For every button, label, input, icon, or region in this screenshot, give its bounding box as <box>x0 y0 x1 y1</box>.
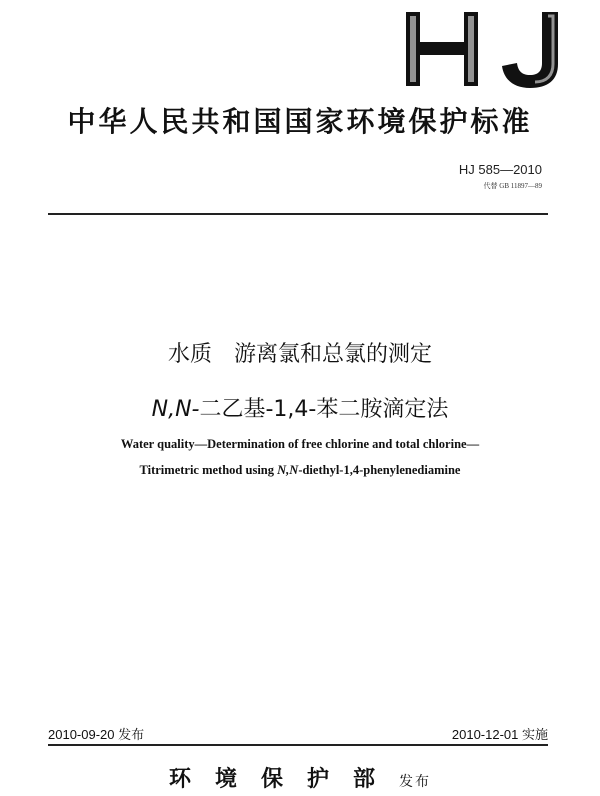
top-divider <box>48 213 548 215</box>
replaces-note: 代替 GB 11897—89 <box>483 182 542 190</box>
title-cn-italic: N,N- <box>151 397 200 422</box>
issuer <box>0 762 600 793</box>
title-cn-line1: 水质 游离氯和总氯的测定 <box>167 342 432 367</box>
series-title: 中华人民共和国国家环境保护标准 <box>67 105 533 138</box>
issuer-name: 环境保护部 <box>168 766 399 792</box>
bottom-divider <box>48 744 548 746</box>
issue-date: 2010-09-20 发布 <box>48 727 145 742</box>
title-cn-line2 <box>0 392 600 423</box>
issuer-suffix: 发布 <box>399 774 431 790</box>
title-en-italic: N,N <box>277 463 299 477</box>
standard-number: HJ 585—2010 <box>458 162 542 177</box>
implementation-date: 2010-12-01 实施 <box>451 727 548 742</box>
hj-logo <box>392 8 592 88</box>
title-en-after: -diethyl-1,4-phenylenediamine <box>298 463 461 477</box>
title-en-before: Titrimetric method using <box>139 463 278 477</box>
title-en-line2 <box>0 463 600 478</box>
title-en-line1: Water quality—Determination of free chlorine and total chlorine— <box>120 437 480 451</box>
title-cn-rest: 二乙基-1,4-苯二胺滴定法 <box>199 397 449 422</box>
